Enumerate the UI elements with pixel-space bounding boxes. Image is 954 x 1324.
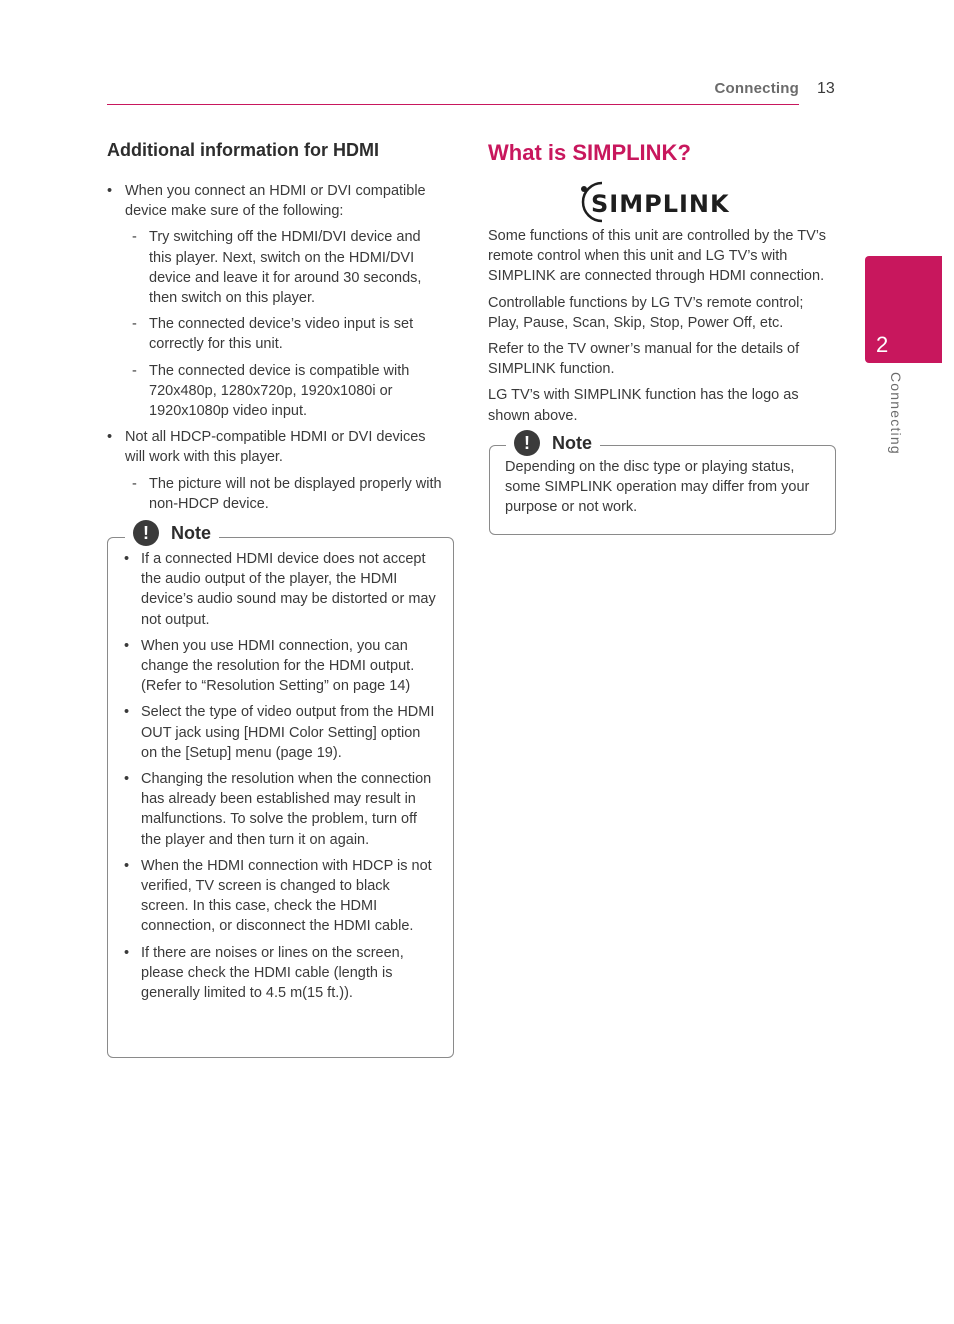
logo-wordmark: SIMPLINK [591, 190, 730, 218]
simplink-note-header [506, 428, 600, 458]
note-list-item: • Select the type of video output from the HDMI OUT jack using [HDMI Color Setting] option on the [Setup] menu (page 19). [124, 702, 440, 763]
note-list-item: • When you use HDMI connection, you can change the resolution for the HDMI output. (Refer to “Resolution Setting” on page 14) [124, 636, 440, 697]
sub-list [125, 227, 447, 421]
page-number: 13 [817, 80, 835, 97]
hdmi-note-body [124, 549, 440, 1009]
sub-list-item: - The connected device is compatible with 720x480p, 1280x720p, 1920x1080i or 1920x1080p video input. [125, 361, 447, 422]
note-list [124, 549, 440, 1003]
sub-list-item: - The connected device’s video input is set correctly for this unit. [125, 314, 447, 354]
hdmi-note-header [125, 518, 219, 548]
paragraph: LG TV’s with SIMPLINK function has the logo as shown above. [488, 387, 799, 424]
note-title: Note [552, 432, 592, 453]
running-header-section: Connecting [714, 80, 799, 97]
simplink-description [488, 226, 838, 432]
hdmi-info-heading: Additional information for HDMI [107, 140, 379, 160]
paragraph: Some functions of this unit are controlled by the TV’s remote control when this unit and LG TV’s with SIMPLINK are connected through HDMI connection. [488, 228, 826, 285]
list-item [107, 427, 447, 514]
sub-list [125, 474, 447, 514]
simplink-title: What is SIMPLINK? [488, 140, 691, 165]
hdmi-info-list [107, 181, 447, 514]
sub-list-item: - Try switching off the HDMI/DVI device and this player. Next, switch on the HDMI/DVI device and leave it for around 30 seconds, then switch on this player. [125, 227, 447, 308]
note-list-item: • If there are noises or lines on the screen, please check the HDMI cable (length is generally limited to 4.5 m(15 ft.)). [124, 943, 440, 1004]
exclamation-icon: ! [133, 520, 159, 546]
chapter-label: Connecting [888, 372, 904, 455]
simplink-note-text: Depending on the disc type or playing status, some SIMPLINK operation may differ from your purpose or not work. [505, 459, 810, 516]
header-divider [107, 104, 799, 105]
list-item-text: When you connect an HDMI or DVI compatible device make sure of the following: [125, 183, 426, 220]
sub-list-item: - The picture will not be displayed properly with non-HDCP device. [125, 474, 447, 514]
list-item-text: Not all HDCP-compatible HDMI or DVI devices will work with this player. [125, 429, 426, 466]
paragraph: Refer to the TV owner’s manual for the details of SIMPLINK function. [488, 341, 800, 378]
note-list-item: • When the HDMI connection with HDCP is not verified, TV screen is changed to black screen. In this case, check the HDMI connection, or disconnect the HDMI cable. [124, 856, 440, 937]
paragraph: Controllable functions by LG TV’s remote control; Play, Pause, Scan, Skip, Stop, Power Off, etc. [488, 294, 804, 331]
list-item [107, 181, 447, 421]
left-column [107, 140, 447, 520]
note-title: Note [171, 522, 211, 543]
chapter-number: 2 [876, 332, 889, 357]
simplink-logo [578, 180, 748, 229]
simplink-logo-graphic [578, 180, 748, 224]
note-list-item: • If a connected HDMI device does not accept the audio output of the player, the HDMI device’s audio sound may be distorted or may not output. [124, 549, 440, 630]
exclamation-icon: ! [514, 430, 540, 456]
note-list-item: • Changing the resolution when the connection has already been established may result in malfunctions. To solve the problem, turn off the player and then turn it on again. [124, 769, 440, 850]
